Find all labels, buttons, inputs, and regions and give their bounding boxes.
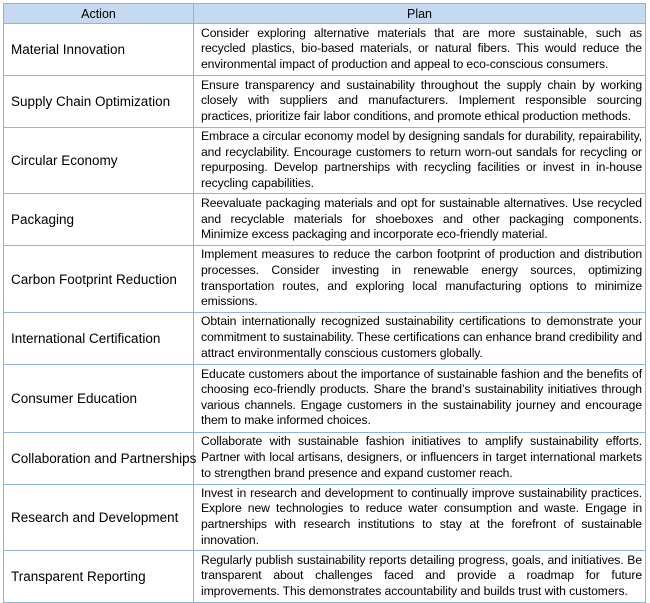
action-cell: Consumer Education: [4, 364, 194, 432]
action-plan-table-container: [3, 3, 645, 603]
table-row: [4, 24, 646, 76]
table-row: [4, 432, 646, 484]
table-row: [4, 484, 646, 550]
plan-cell: Obtain internationally recognized sustainability certifications to demonstrate your commitment to sustainability. These certifications can enhance brand credibility and attract environmentally conscious customers globally.: [194, 312, 646, 364]
plan-cell: Regularly publish sustainability reports detailing progress, goals, and initiatives. Be transparent about challenges faced and provide a roadmap for future improvements. This demonstrates accountability and builds trust with customers.: [194, 551, 646, 603]
table-header-row: [4, 4, 646, 24]
action-cell: Collaboration and Partnerships: [4, 432, 194, 484]
action-plan-table: [3, 3, 646, 603]
header-plan: Plan: [194, 4, 646, 24]
action-cell: Circular Economy: [4, 128, 194, 194]
table-row: [4, 128, 646, 194]
plan-cell: Invest in research and development to continually improve sustainability practices. Explore new technologies to reduce water consumption and waste. Engage in partnerships with research institutions to stay at the forefront of sustainable innovation.: [194, 484, 646, 550]
plan-cell: Reevaluate packaging materials and opt for sustainable alternatives. Use recycled and recyclable materials for shoeboxes and other packaging components. Minimize excess packaging and incorporate eco-friendly material.: [194, 194, 646, 246]
action-cell: Research and Development: [4, 484, 194, 550]
table-row: [4, 312, 646, 364]
header-action: Action: [4, 4, 194, 24]
plan-cell: Educate customers about the importance of sustainable fashion and the benefits of choosing eco-friendly products. Share the brand’s sustainability initiatives through various channels. Engage customers in the sustainability journey and encourage them to make informed choices.: [194, 364, 646, 432]
plan-cell: Collaborate with sustainable fashion initiatives to amplify sustainability efforts. Partner with local artisans, designers, or influencers in target international markets to strengthen brand presence and expand customer reach.: [194, 432, 646, 484]
table-row: [4, 364, 646, 432]
action-cell: Supply Chain Optimization: [4, 76, 194, 128]
table-row: [4, 246, 646, 312]
action-cell: International Certification: [4, 312, 194, 364]
action-cell: Transparent Reporting: [4, 551, 194, 603]
plan-cell: Implement measures to reduce the carbon footprint of production and distribution processes. Consider investing in renewable energy sources, optimizing transportation routes, and exploring local manufacturing options to minimize emissions.: [194, 246, 646, 312]
table-row: [4, 551, 646, 603]
action-cell: Material Innovation: [4, 24, 194, 76]
plan-cell: Ensure transparency and sustainability throughout the supply chain by working closely with suppliers and manufacturers. Implement responsible sourcing practices, prioritize fair labor conditions, and promote ethical production methods.: [194, 76, 646, 128]
action-cell: Packaging: [4, 194, 194, 246]
plan-cell: Consider exploring alternative materials that are more sustainable, such as recycled plastics, bio-based materials, or natural fibers. This would reduce the environmental impact of production and appeal to eco-conscious consumers.: [194, 24, 646, 76]
plan-cell: Embrace a circular economy model by designing sandals for durability, repairability, and recyclability. Encourage customers to return worn-out sandals for recycling or repurposing. Develop partnerships with recycling facilities or invest in in-house recycling capabilities.: [194, 128, 646, 194]
table-row: [4, 194, 646, 246]
action-cell: Carbon Footprint Reduction: [4, 246, 194, 312]
table-row: [4, 76, 646, 128]
